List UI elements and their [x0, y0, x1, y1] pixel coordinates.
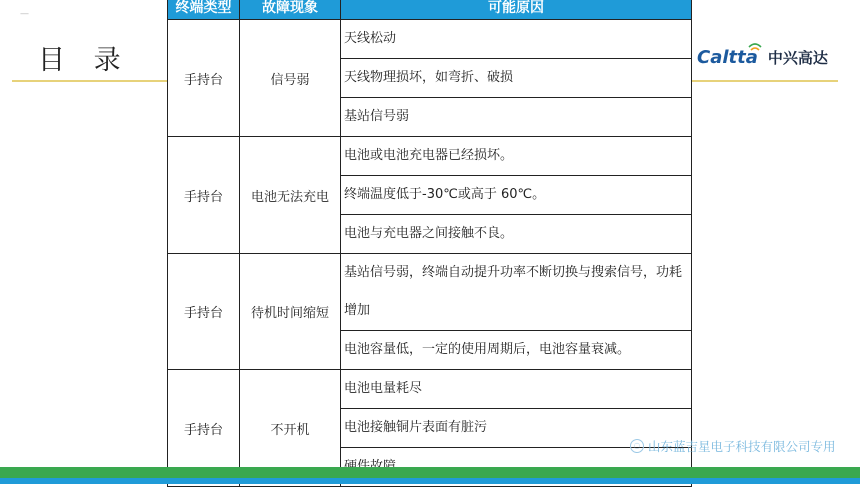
- signal-wave-icon: [748, 40, 762, 52]
- cause-cell: 电池电量耗尽: [341, 370, 692, 409]
- corner-mark: —: [20, 9, 29, 19]
- watermark: [630, 437, 836, 455]
- table-row: [168, 254, 692, 331]
- symptom-cell: 电池无法充电: [240, 137, 341, 254]
- terminal-type-cell: 手持台: [168, 137, 240, 254]
- cause-cell: 天线松动: [341, 20, 692, 59]
- watermark-text: 山东蓝吉星电子科技有限公司专用: [648, 439, 836, 454]
- terminal-type-cell: 手持台: [168, 254, 240, 370]
- footer-blue-band: [0, 478, 860, 484]
- watermark-logo-icon: ◌: [630, 439, 644, 453]
- table-row: [168, 370, 692, 409]
- terminal-type-cell: 手持台: [168, 370, 240, 487]
- table-row: [168, 20, 692, 59]
- symptom-cell: 信号弱: [240, 20, 341, 137]
- table-row: [168, 137, 692, 176]
- symptom-cell: 不开机: [240, 370, 341, 487]
- symptom-cell: 待机时间缩短: [240, 254, 341, 370]
- cause-cell: 电池接触铜片表面有脏污: [341, 409, 692, 448]
- logo-chinese-name: 中兴高达: [767, 49, 828, 67]
- column-header-symptom: 故障现象: [240, 0, 341, 20]
- cause-cell: 基站信号弱，终端自动提升功率不断切换与搜索信号，功耗增加: [341, 254, 692, 331]
- cause-cell: 天线物理损坏，如弯折、破损: [341, 59, 692, 98]
- cause-cell: 电池与充电器之间接触不良。: [341, 215, 692, 254]
- fault-table: [167, 0, 692, 487]
- terminal-type-cell: 手持台: [168, 20, 240, 137]
- column-header-cause: 可能原因: [341, 0, 692, 20]
- cause-cell: 电池容量低，一定的使用周期后，电池容量衰减。: [341, 331, 692, 370]
- cause-cell: 基站信号弱: [341, 98, 692, 137]
- cause-cell: 电池或电池充电器已经损坏。: [341, 137, 692, 176]
- cause-cell: 终端温度低于-30℃或高于 60℃。: [341, 176, 692, 215]
- logo-wordmark: Caltta: [697, 47, 758, 68]
- header-divider-right: [692, 80, 838, 82]
- table-header-row: [168, 0, 692, 20]
- brand-logo: [697, 47, 828, 68]
- page-title: 目 录: [38, 45, 131, 76]
- column-header-terminal-type: 终端类型: [168, 0, 240, 20]
- header-divider-left: [12, 80, 168, 82]
